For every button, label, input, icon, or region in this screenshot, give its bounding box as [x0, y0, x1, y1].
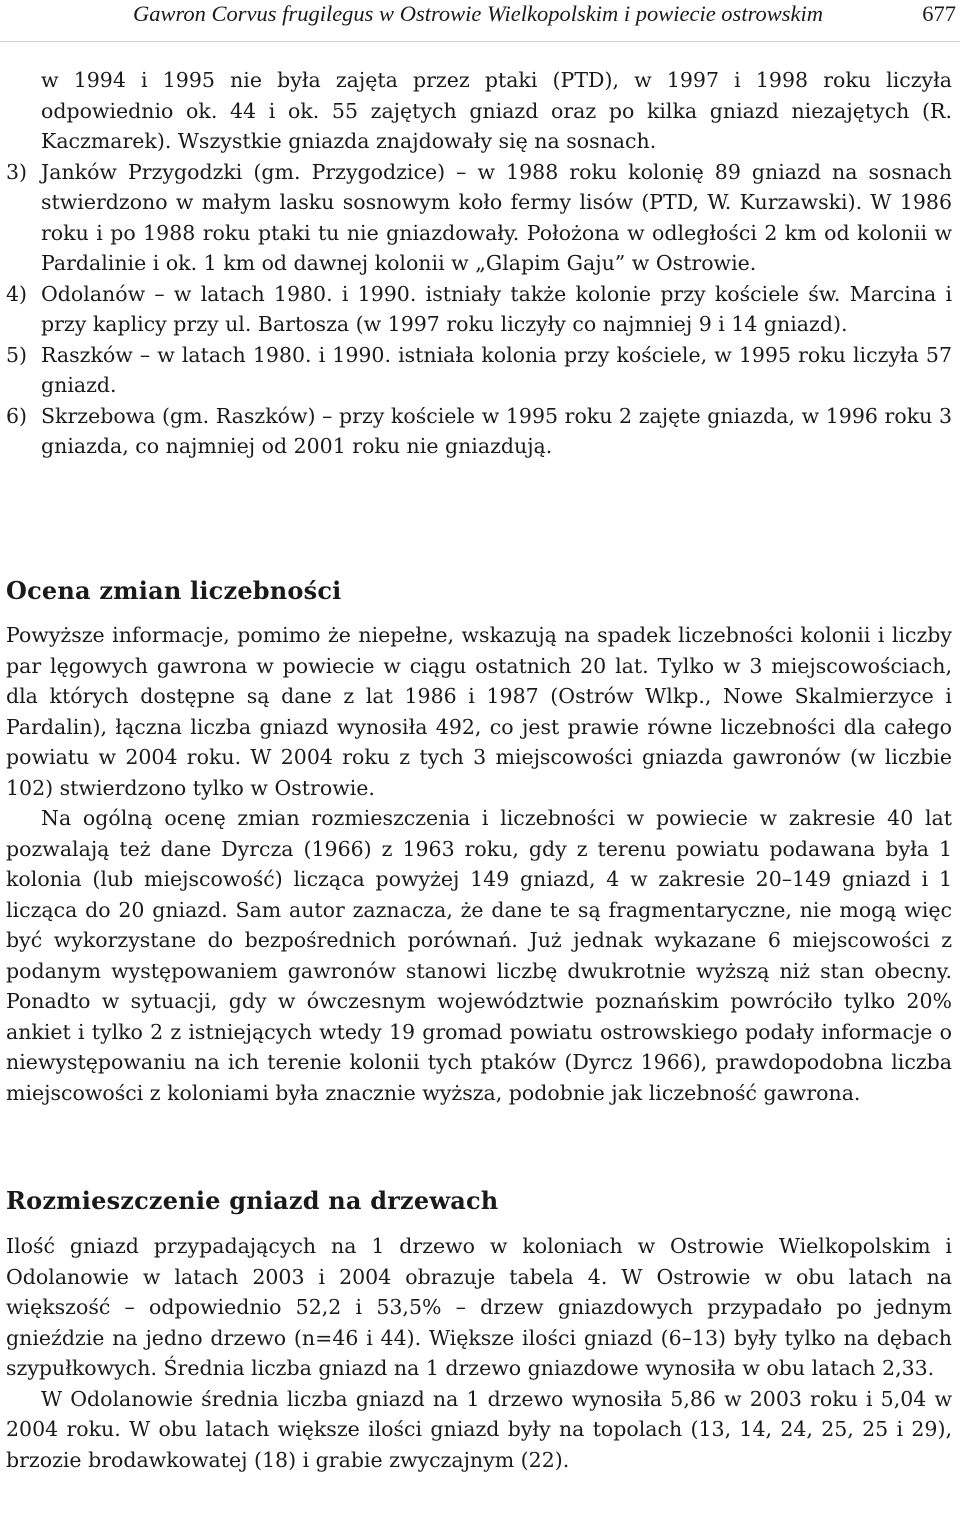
- paragraph: Na ogólną ocenę zmian rozmieszczenia i liczebności w powiecie w zakresie 40 lat pozwalają też dane Dyrcza (1966) z 1963 roku, gdy z terenu powiatu podawana była 1 kolonia (lub miejscowość) licząca powyżej 149 gniazd, 4 w zakresie 20–149 gniazd i 1 licząca do 20 gniazd. Sam autor zaznacza, że dane te są fragmentaryczne, nie mogą więc być wykorzystane do bezpośrednich porównań. Już jednak wykazane 6 miejscowości z podanym występowaniem gawronów stanowi liczbę dwukrotnie wyższą niż stan obecny. Ponadto w sytuacji, gdy w ówczesnym województwie poznańskim powróciło tylko 20% ankiet i tylko 2 z istniejących wtedy 19 gromad powiatu ostrowskiego podały informacje o niewystępowaniu na ich terenie kolonii tych ptaków (Dyrcz 1966), prawdopodobna liczba miejscowości z koloniami była znacznie wyższa, podobnie jak liczebność gawrona.: [6, 806, 952, 1105]
- section-body-nest-distribution: [6, 1231, 952, 1475]
- list-item-number: 6): [6, 403, 28, 428]
- section-body-population-change: [6, 620, 952, 1108]
- list-item-text: Janków Przygodzki (gm. Przygodzice) – w 1988 roku kolonię 89 gniazd na sosnach stwierdzono w małym lasku sosnowym koło fermy lisów (PTD, W. Kurzawski). W 1986 roku i po 1988 roku ptaki tu nie gniazdowały. Położona w odległości 2 km od kolonii w Pardalinie i ok. 1 km od dawnej kolonii w „Glapim Gaju” w Ostrowie.: [41, 159, 952, 275]
- list-item: [6, 401, 952, 462]
- locality-list: [6, 65, 952, 462]
- list-item: [6, 65, 952, 157]
- list-item: [6, 340, 952, 401]
- list-item-number: 3): [6, 159, 28, 184]
- list-item-text: Raszków – w latach 1980. i 1990. istniała kolonia przy kościele, w 1995 roku liczyła 57 gniazd.: [41, 342, 952, 397]
- list-item: [6, 157, 952, 279]
- running-title: Gawron Corvus frugilegus w Ostrowie Wielkopolskim i powiecie ostrowskim: [133, 1, 823, 26]
- running-header: [0, 0, 960, 30]
- list-item-number: 5): [6, 342, 28, 367]
- page-number: 677: [922, 1, 956, 26]
- paragraph: Ilość gniazd przypadających na 1 drzewo w koloniach w Ostrowie Wielkopolskim i Odolanowie w latach 2003 i 2004 obrazuje tabela 4. W Ostrowie w obu latach na większość – odpowiednio 52,2 i 53,5% – drzew gniazdowych przypadało po jednym gnieździe na jedno drzewo (n=46 i 44). Większe ilości gniazd (6–13) były tylko na dębach szypułkowych. Średnia liczba gniazd na 1 drzewo gniazdowe wynosiła w obu latach 2,33.: [6, 1234, 952, 1380]
- header-divider: [0, 41, 960, 42]
- section-heading-population-change: Ocena zmian liczebności: [6, 576, 342, 605]
- list-item: [6, 279, 952, 340]
- list-item-number: 4): [6, 281, 28, 306]
- list-item-text: Skrzebowa (gm. Raszków) – przy kościele w 1995 roku 2 zajęte gniazda, w 1996 roku 3 gniazda, co najmniej od 2001 roku nie gniazdują.: [41, 403, 952, 458]
- list-item-text: w 1994 i 1995 nie była zajęta przez ptaki (PTD), w 1997 i 1998 roku liczyła odpowiednio ok. 44 i ok. 55 zajętych gniazd oraz po kilka gniazd niezajętych (R. Kaczmarek). Wszystkie gniazda znajdowały się na sosnach.: [41, 68, 952, 153]
- section-heading-nest-distribution: Rozmieszczenie gniazd na drzewach: [6, 1186, 499, 1215]
- list-item-text: Odolanów – w latach 1980. i 1990. istniały także kolonie przy kościele św. Marcina i przy kaplicy przy ul. Bartosza (w 1997 roku liczyły co najmniej 9 i 14 gniazd).: [41, 281, 952, 336]
- paragraph: W Odolanowie średnia liczba gniazd na 1 drzewo wynosiła 5,86 w 2003 roku i 5,04 w 2004 roku. W obu latach większe ilości gniazd były na topolach (13, 14, 24, 25, 25 i 29), brzozie brodawkowatej (18) i grabie zwyczajnym (22).: [6, 1386, 952, 1472]
- paragraph: Powyższe informacje, pomimo że niepełne, wskazują na spadek liczebności kolonii i liczby par lęgowych gawrona w powiecie w ciągu ostatnich 20 lat. Tylko w 3 miejscowościach, dla których dostępne są dane z lat 1986 i 1987 (Ostrów Wlkp., Nowe Skalmierzyce i Pardalin), łączna liczba gniazd wynosiła 492, co jest prawie równe liczebności dla całego powiatu w 2004 roku. W 2004 roku z tych 3 miejscowości gniazda gawronów (w liczbie 102) stwierdzono tylko w Ostrowie.: [6, 623, 952, 800]
